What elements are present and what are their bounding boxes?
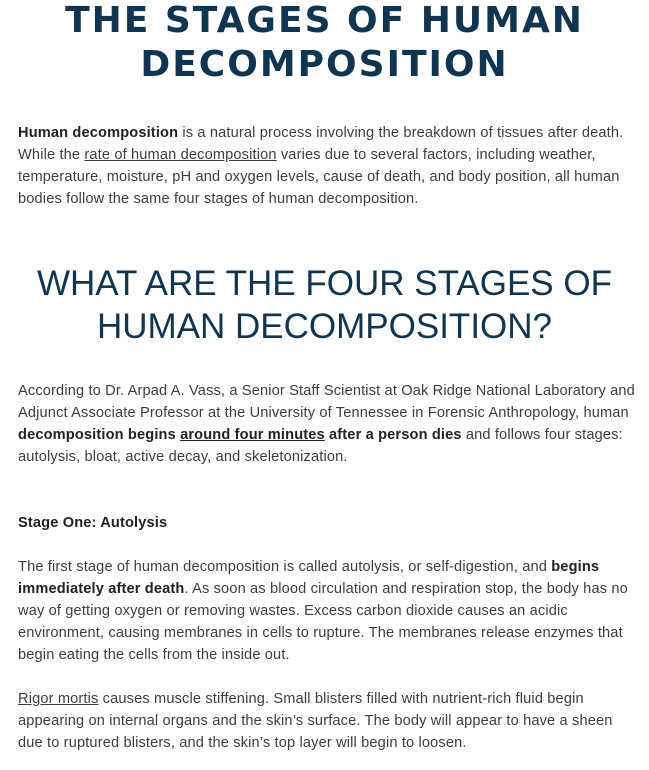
section-heading-line-1: WHAT ARE THE FOUR STAGES OF [37, 264, 612, 303]
stage-one-paragraph-1 [18, 556, 640, 666]
intro-text-1: is a natural process involving the breakdown of tissues after death. While the [18, 125, 624, 163]
section-heading-line-2: HUMAN DECOMPOSITION? [96, 307, 553, 346]
rigor-mortis-link[interactable]: Rigor mortis [18, 691, 99, 707]
intro-text-2: varies due to several factors, including weather, temperature, moisture, pH and oxygen levels, cause of death, and body position, all human bodies follow the same four stages of human decomposition. [18, 147, 620, 207]
stage-one-heading [18, 512, 640, 534]
intro-paragraph [18, 122, 640, 210]
intro-bold-term: Human decomposition [18, 125, 179, 141]
vass-bold-1: decomposition begins [18, 427, 181, 443]
vass-paragraph [18, 380, 640, 468]
stage-one-p1-text-1: The first stage of human decomposition is called autolysis, or self-digestion, and [18, 559, 552, 575]
page-title-line-1: THE STAGES OF HUMAN [65, 0, 584, 41]
stage-one-heading-text: Stage One: Autolysis [18, 515, 168, 531]
page-title-line-2: DECOMPOSITION [140, 44, 509, 85]
vass-text-2: and follows four stages: autolysis, bloat, active decay, and skeletonization. [18, 427, 623, 465]
stage-one-paragraph-2 [18, 688, 640, 754]
stage-one-p2-text: causes muscle stiffening. Small blisters filled with nutrient-rich fluid begin appearing on internal organs and the skin’s surface. The body will appear to have a sheen due to ruptured blisters, and the skin’s top layer will begin to loosen. [18, 691, 613, 751]
four-minutes-link[interactable]: around four minutes [180, 427, 325, 443]
stage-one-p1-text-2: . As soon as blood circulation and respiration stop, the body has no way of getting oxygen or removing wastes. Excess carbon dioxide causes an acidic environment, causing membranes in cells to rupture. The membranes release enzymes that begin eating the cells from the inside out. [18, 581, 628, 663]
rate-of-decomposition-link[interactable]: rate of human decomposition [84, 147, 277, 163]
vass-bold-2: after a person dies [324, 427, 462, 443]
stage-one-p1-bold: begins immediately after death [18, 559, 600, 597]
vass-text-1: According to Dr. Arpad A. Vass, a Senior Staff Scientist at Oak Ridge National Laboratory and Adjunct Associate Professor at the University of Tennessee in Forensic Anthropology, human [18, 383, 635, 421]
section-heading [0, 262, 649, 348]
